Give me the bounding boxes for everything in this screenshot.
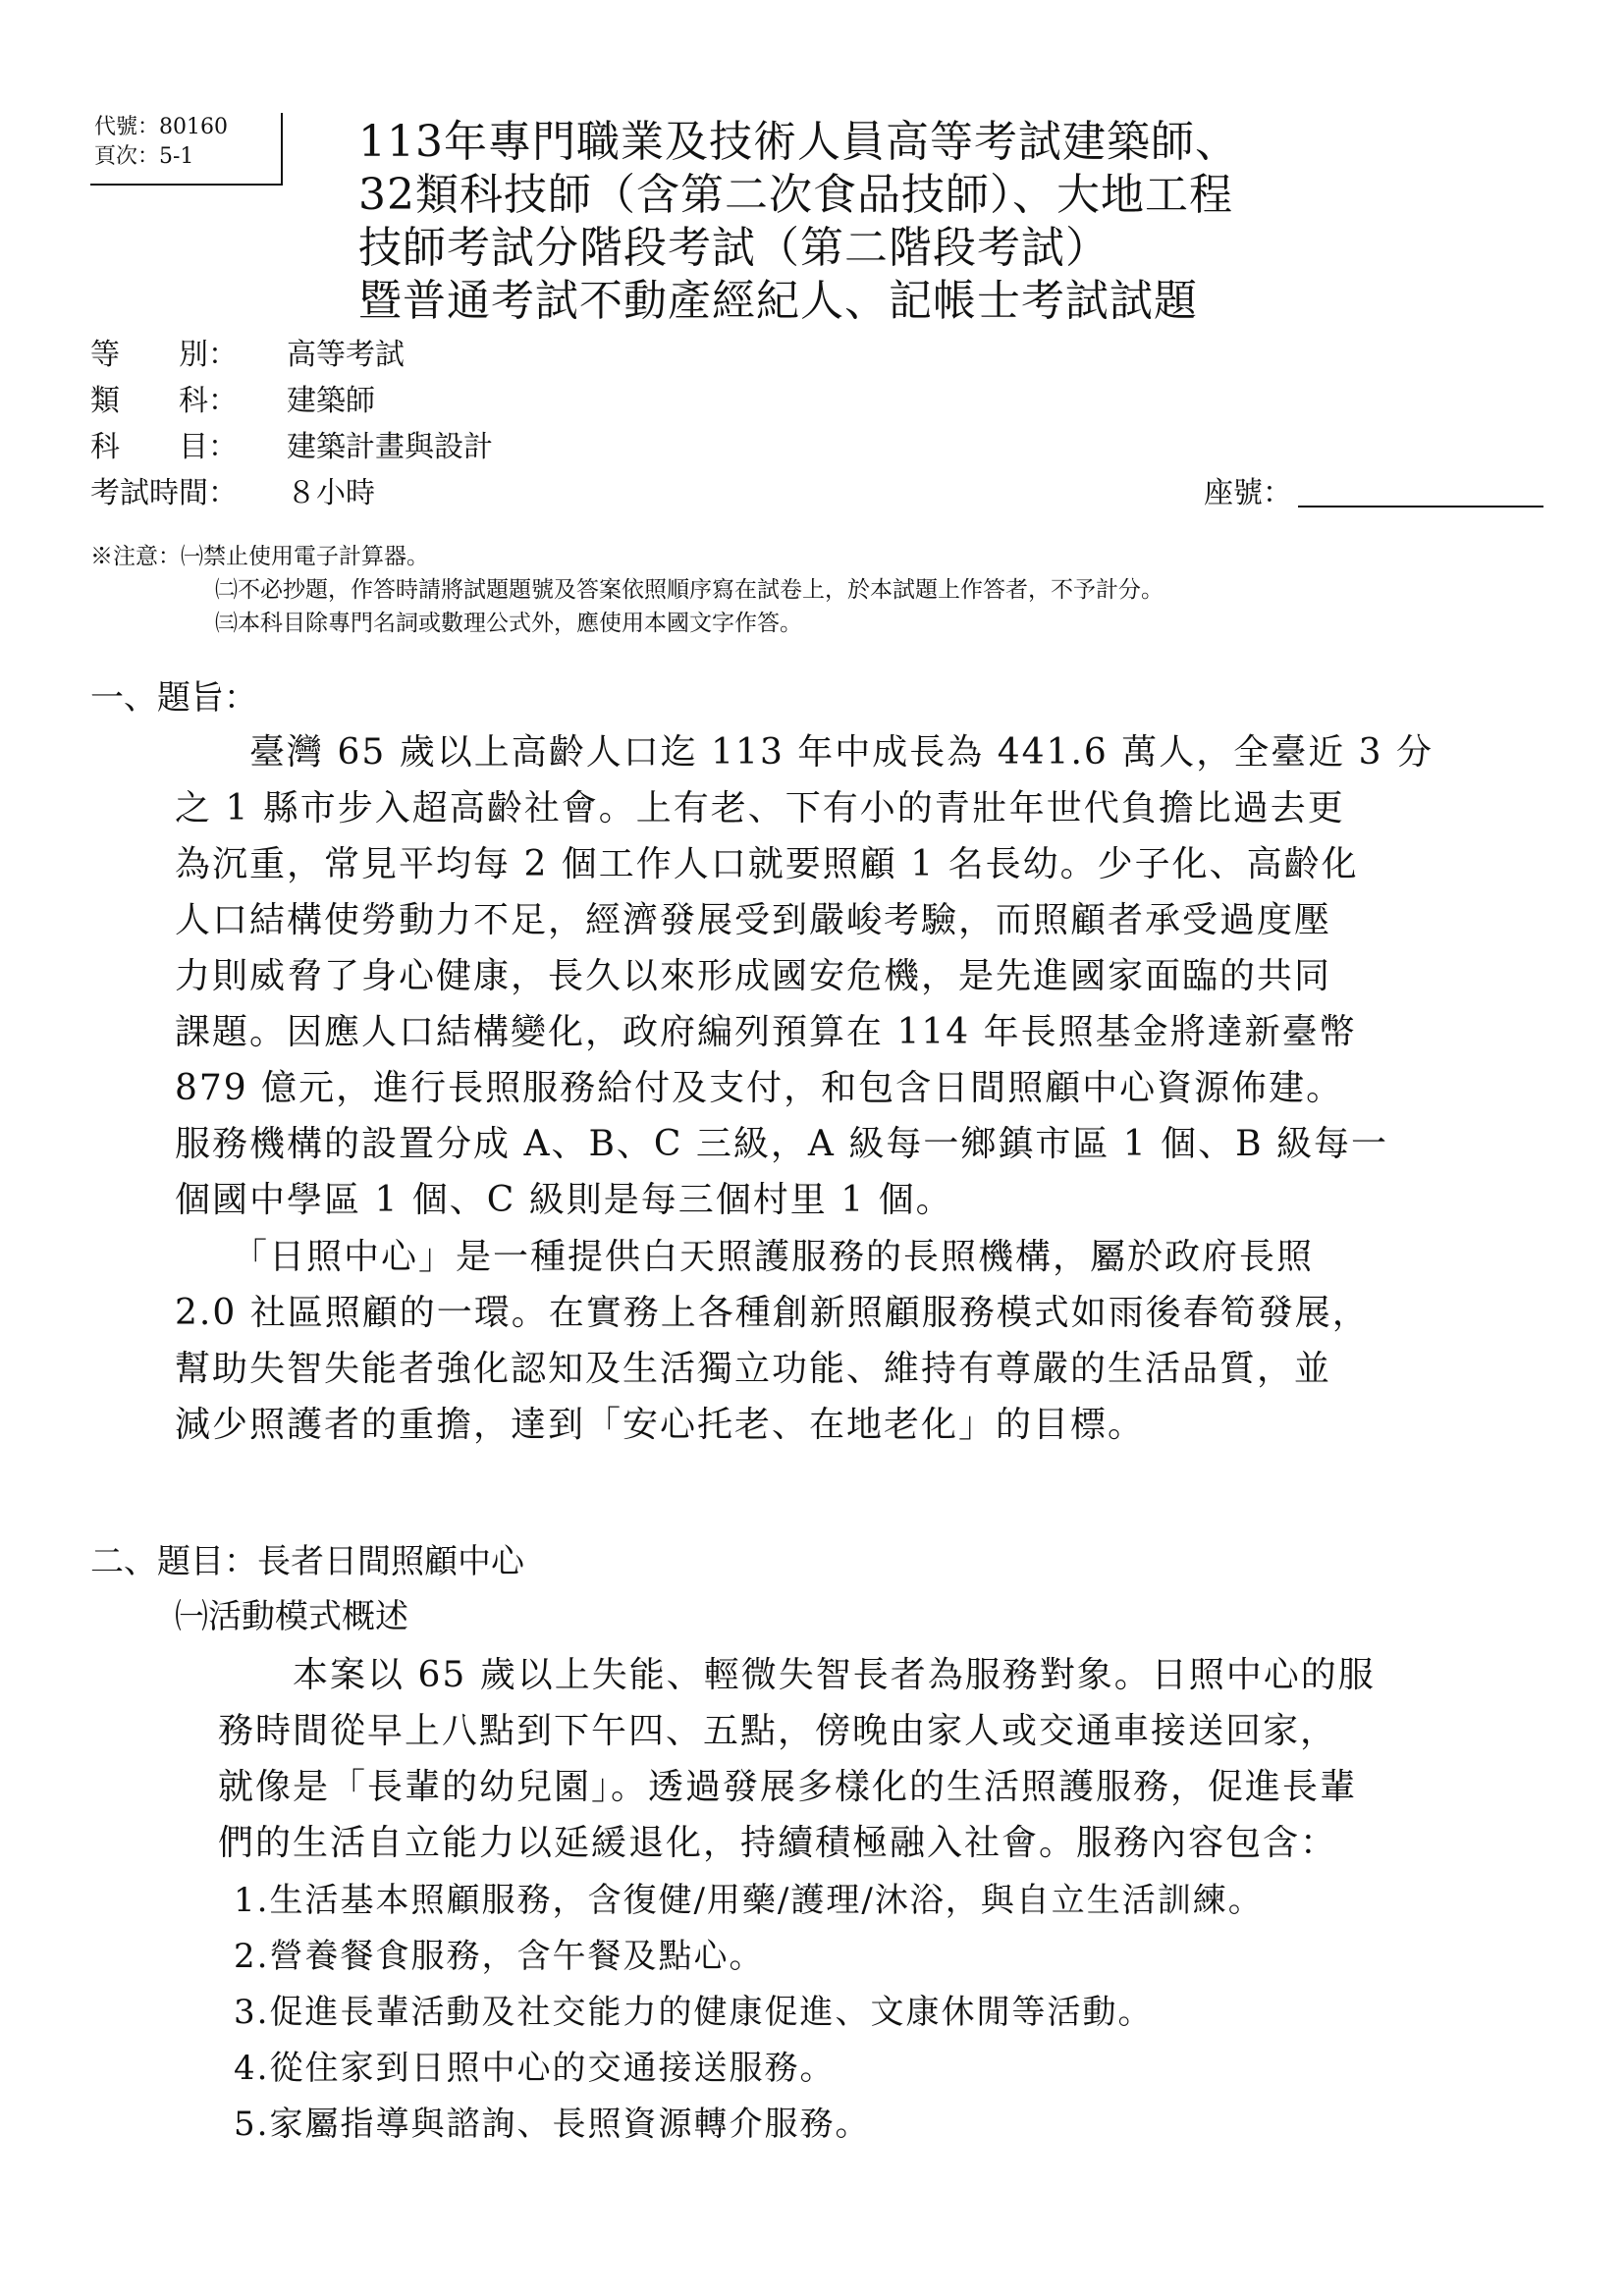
code-box (90, 113, 283, 186)
paragraph-line: 務時間從早上八點到下午四、五點，傍晚由家人或交通車接送回家， (218, 1711, 1338, 1751)
list-item: 5.家屬指導與諮詢、長照資源轉介服務。 (234, 2105, 871, 2144)
section1-paragraph2 (175, 1229, 1538, 1453)
section1-heading: 一、題旨： (90, 678, 257, 718)
title-line: 32類科技師（含第二次食品技師）、大地工程 (358, 170, 1233, 220)
paragraph-line: 力則威脅了身心健康，長久以來形成國安危機，是先進國家面臨的共同 (175, 956, 1332, 996)
paragraph-line: 臺灣 65 歲以上高齡人口迄 113 年中成長為 441.6 萬人，全臺近 3 分 (175, 732, 1435, 773)
meta-value: 建築計畫與設計 (287, 430, 493, 464)
exam-title (358, 116, 1340, 328)
paragraph-line: 之 1 縣市步入超高齡社會。上有老、下有小的青壯年世代負擔比過去更 (175, 788, 1345, 828)
title-line: 暨普通考試不動產經紀人、記帳士考試試題 (358, 276, 1198, 326)
section2-heading: 二、題目：長者日間照顧中心 (90, 1542, 524, 1581)
meta-row-subject (90, 424, 1543, 470)
paragraph-line: 「日照中心」是一種提供白天照護服務的長照機構，屬於政府長照 (175, 1237, 1315, 1277)
paragraph-line: 人口結構使勞動力不足，經濟發展受到嚴峻考驗，而照顧者承受過度壓 (175, 900, 1332, 940)
note-line: ※注意：㈠禁止使用電子計算器。 (90, 544, 429, 569)
exam-code: 代號：80160 (94, 115, 228, 139)
meta-label: 科 目： (90, 430, 238, 464)
meta-row-grade (90, 332, 1543, 378)
list-item: 2.營養餐食服務，含午餐及點心。 (234, 1937, 765, 1976)
meta-label: 考試時間： (90, 476, 238, 510)
meta-value: 建築師 (287, 384, 375, 418)
title-line: 技師考試分階段考試（第二階段考試） (358, 223, 1110, 273)
note-line: ㈢本科目除專門名詞或數理公式外，應使用本國文字作答。 (215, 611, 802, 636)
paragraph-line: 幫助失智失能者強化認知及生活獨立功能、維持有尊嚴的生活品質，並 (175, 1349, 1332, 1389)
meta-label: 類 科： (90, 384, 238, 418)
paragraph-line: 課題。因應人口結構變化，政府編列預算在 114 年長照基金將達新臺幣 (175, 1012, 1357, 1052)
section2-paragraph (218, 1647, 1539, 1871)
seat-number (1204, 470, 1543, 516)
paragraph-line: 本案以 65 歲以上失能、輕微失智長者為服務對象。日照中心的服 (218, 1655, 1376, 1695)
paragraph-line: 879 億元，進行長照服務給付及支付，和包含日間照顧中心資源佈建。 (175, 1068, 1344, 1108)
section1-paragraph1 (175, 724, 1538, 1228)
meta-label: 等 別： (90, 338, 238, 372)
meta-row-category (90, 378, 1543, 424)
paragraph-line: 就像是「長輩的幼兒園」。透過發展多樣化的生活照護服務，促進長輩 (218, 1767, 1358, 1807)
paragraph-line: 減少照護者的重擔，達到「安心托老、在地老化」的目標。 (175, 1405, 1146, 1445)
note-line: ㈡不必抄題，作答時請將試題題號及答案依照順序寫在試卷上，於本試題上作答者，不予計分。 (215, 577, 1164, 603)
meta-value: 高等考試 (287, 338, 405, 372)
service-list (234, 1873, 1264, 2153)
list-item: 1.生活基本照顧服務，含復健/用藥/護理/沐浴，與自立生活訓練。 (234, 1881, 1264, 1920)
exam-notes (90, 540, 1164, 640)
seat-number-blank[interactable] (1298, 470, 1543, 507)
list-item: 4.從住家到日照中心的交通接送服務。 (234, 2049, 836, 2088)
meta-row-time (90, 470, 1543, 516)
paragraph-line: 們的生活自立能力以延緩退化，持續積極融入社會。服務內容包含： (218, 1823, 1338, 1863)
title-line: 113年專門職業及技術人員高等考試建築師、 (358, 117, 1239, 167)
seat-label: 座號： (1204, 476, 1292, 510)
paragraph-line: 服務機構的設置分成 A、B、C 三級，A 級每一鄉鎮市區 1 個、B 級每一 (175, 1124, 1389, 1164)
paragraph-line: 個國中學區 1 個、C 級則是每三個村里 1 個。 (175, 1180, 953, 1220)
list-item: 3.促進長輩活動及社交能力的健康促進、文康休閒等活動。 (234, 1993, 1154, 2032)
page-number: 頁次：5-1 (94, 144, 194, 169)
section2-subheading: ㈠活動模式概述 (175, 1597, 408, 1636)
exam-meta (90, 332, 1543, 516)
paragraph-line: 2.0 社區照顧的一環。在實務上各種創新照顧服務模式如雨後春筍發展， (175, 1293, 1370, 1333)
meta-value: ８小時 (287, 476, 375, 510)
paragraph-line: 為沉重，常見平均每 2 個工作人口就要照顧 1 名長幼。少子化、高齡化 (175, 844, 1359, 884)
